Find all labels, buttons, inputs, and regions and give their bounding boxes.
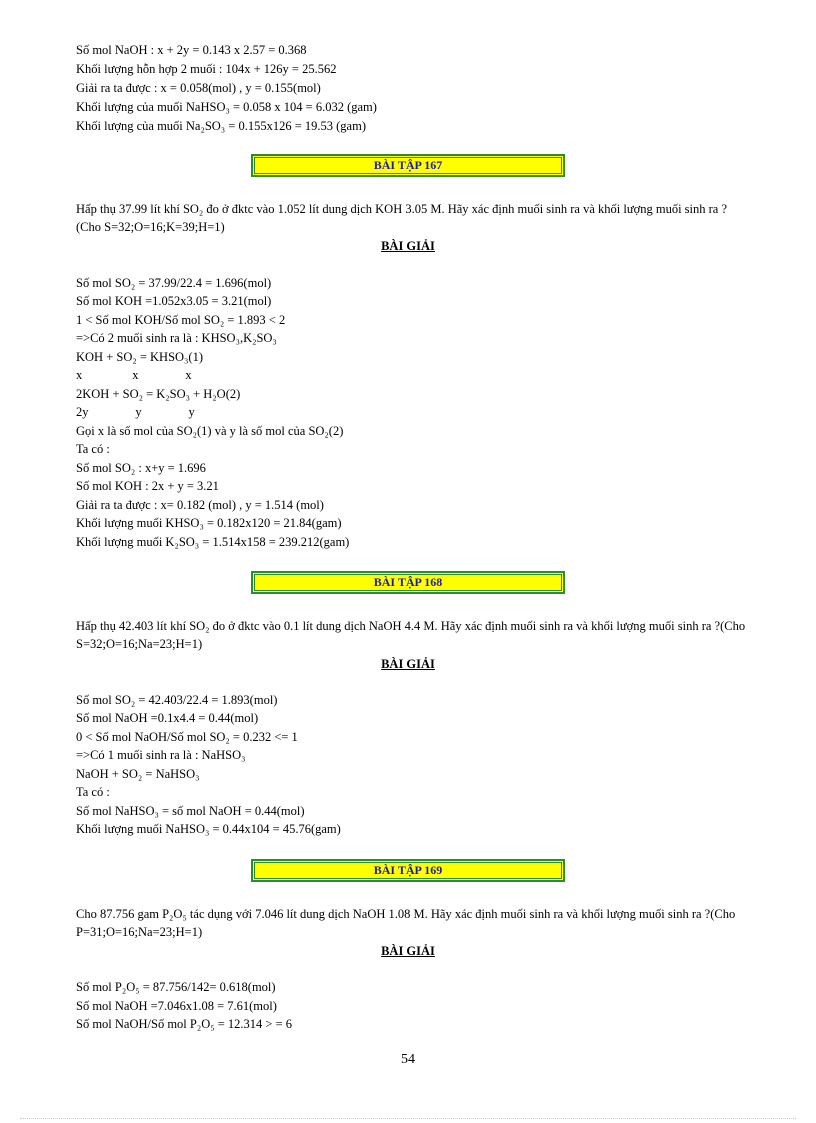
text-line: Giải ra ta được : x = 0.058(mol) , y = 0.155(mol) xyxy=(76,81,321,95)
text-line: Gọi x là số mol của SO₂(1) và y là số mol của SO₂(2) xyxy=(76,424,344,438)
exercise-167-banner xyxy=(251,154,565,177)
exercise-169-problem: Cho 87.756 gam P₂O₅ tác dụng với 7.046 lít dung dịch NaOH 1.08 M. Hãy xác định muối sinh ra và khối lượng muối sinh ra ?(Cho P=31;O=16;Na=23;H=1) xyxy=(76,907,736,939)
text-line: 2KOH + SO₂ = K₂SO₃ + H₂O(2) xyxy=(76,387,241,401)
text-line: Số mol NaOH : x + 2y = 0.143 x 2.57 = 0.368 xyxy=(76,43,307,57)
text-line: =>Có 2 muối sinh ra là : KHSO₃,K₂SO₃ xyxy=(76,331,277,345)
text-line: NaOH + SO₂ = NaHSO₃ xyxy=(76,767,200,781)
text-line: Số mol P₂O₅ = 87.756/142= 0.618(mol) xyxy=(76,980,276,994)
text-line: Số mol NaOH/Số mol P₂O₅ = 12.314 > = 6 xyxy=(76,1017,292,1031)
exercise-title: BÀI TẬP 169 xyxy=(373,863,443,877)
text-line: Khối lượng muối KHSO₃ = 0.182x120 = 21.84(gam) xyxy=(76,516,342,530)
text-line: 1 < Số mol KOH/Số mol SO₂ = 1.893 < 2 xyxy=(76,313,286,327)
text-line: 0 < Số mol NaOH/Số mol SO₂ = 0.232 <= 1 xyxy=(76,730,298,744)
text-line: x x x xyxy=(76,368,192,382)
text-line: Số mol NaHSO₃ = số mol NaOH = 0.44(mol) xyxy=(76,804,305,818)
text-line: 2y y y xyxy=(76,405,195,419)
text-line: Số mol KOH : 2x + y = 3.21 xyxy=(76,479,219,493)
solution-heading: BÀI GIẢI xyxy=(381,239,435,253)
exercise-title: BÀI TẬP 168 xyxy=(373,575,443,589)
exercise-168-problem: Hấp thụ 42.403 lít khí SO₂ đo ở đktc vào 0.1 lít dung dịch NaOH 4.4 M. Hãy xác định muối sinh ra và khối lượng muối sinh ra ?(Cho S=32;O=16;Na=23;H=1) xyxy=(76,619,746,651)
solution-heading: BÀI GIẢI xyxy=(381,657,435,671)
text-line: Khối lượng của muối Na₂SO₃ = 0.155x126 = 19.53 (gam) xyxy=(76,119,366,133)
text-line: Khối lượng muối NaHSO₃ = 0.44x104 = 45.76(gam) xyxy=(76,822,341,836)
text-line: Số mol SO₂ = 42.403/22.4 = 1.893(mol) xyxy=(76,693,278,707)
text-line: Ta có : xyxy=(76,785,110,799)
page-divider xyxy=(20,1118,796,1119)
text-line: KOH + SO₂ = KHSO₃(1) xyxy=(76,350,203,364)
text-line: Số mol NaOH =7.046x1.08 = 7.61(mol) xyxy=(76,999,277,1013)
page-number: 54 xyxy=(401,1052,415,1067)
text-line: Khối lượng hỗn hợp 2 muối : 104x + 126y = 25.562 xyxy=(76,62,337,76)
solution-heading: BÀI GIẢI xyxy=(381,944,435,958)
text-line: Số mol SO₂ = 37.99/22.4 = 1.696(mol) xyxy=(76,276,272,290)
text-line: Số mol NaOH =0.1x4.4 = 0.44(mol) xyxy=(76,711,259,725)
text-line: Giải ra ta được : x= 0.182 (mol) , y = 1.514 (mol) xyxy=(76,498,324,512)
text-line: Số mol SO₂ : x+y = 1.696 xyxy=(76,461,206,475)
text-line: Khối lượng của muối NaHSO₃ = 0.058 x 104 = 6.032 (gam) xyxy=(76,100,377,114)
exercise-168-banner xyxy=(251,571,565,594)
text-line: Ta có : xyxy=(76,442,110,456)
exercise-title: BÀI TẬP 167 xyxy=(373,158,443,172)
exercise-167-problem: Hấp thụ 37.99 lít khí SO₂ đo ở đktc vào 1.052 lít dung dịch KOH 3.05 M. Hãy xác định muối sinh ra và khối lượng muối sinh ra ?(Cho S=32;O=16;K=39;H=1) xyxy=(76,202,728,234)
exercise-169-banner xyxy=(251,859,565,882)
text-line: Khối lượng muối K₂SO₃ = 1.514x158 = 239.212(gam) xyxy=(76,535,350,549)
text-line: =>Có 1 muối sinh ra là : NaHSO₃ xyxy=(76,748,246,762)
text-line: Số mol KOH =1.052x3.05 = 3.21(mol) xyxy=(76,294,272,308)
